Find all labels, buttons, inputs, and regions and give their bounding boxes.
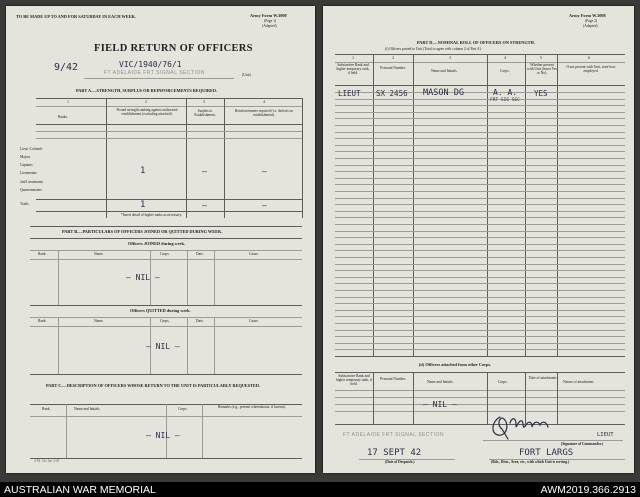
col-divider [66,404,67,458]
col-cause: Cause. [249,319,259,323]
quitted-heading: Officers QUITTED during week. [130,308,191,313]
col-number: 3 [449,56,451,60]
col-number: 3 [203,100,205,104]
rank-quartermasters: Quartermasters [20,188,42,192]
lieutenants-posted: 1 [140,166,146,176]
entry-present: YES [534,89,548,98]
roll-rule [335,224,625,225]
col-divider [224,98,225,218]
part-c-entry: — NIL — [146,431,180,440]
header-personal-number: Personal Number. [380,66,406,70]
col-divider [202,404,203,458]
att-header-nature: Nature of attachment. [563,380,595,384]
roll-rule [335,237,625,238]
entry-rank: LIEUT [338,89,361,98]
rule [30,238,302,239]
col-date: Date. [196,319,204,323]
roll-rule [335,184,625,185]
totals-posted: 1 [140,200,146,210]
part-a-footnote: *Insert detail of higher ranks as necessary. [121,213,182,217]
col-number: 5 [540,56,542,60]
roll-rule [335,198,625,199]
totals-reinforcements: — [262,201,267,210]
rank-2nd-lieutenants: 2nd Lieutenants [20,180,44,184]
rule [335,404,625,405]
dispatch-date: 17 SEPT 42 [367,448,422,458]
header-reinforcements: Reinforcements required (i.e. deficits on establishment). [234,109,294,117]
att-header-date: Date of attachment. [528,376,558,380]
rule [36,138,302,139]
roll-rule [335,257,625,258]
attached-heading: (ii) Officers attached from other Corps. [419,362,492,367]
col-date: Date. [196,252,204,256]
roll-rule [335,138,625,139]
roll-rule [335,231,625,232]
roll-rule [335,297,625,298]
col-name: Name. [94,252,104,256]
roll-rule [335,112,625,113]
rule [30,326,302,327]
joined-entry: — NIL — [126,273,160,282]
signature-rank: LIEUT [597,432,614,438]
roll-rule [335,204,625,205]
roll-rule [335,270,625,271]
roll-rule [335,99,625,100]
roll-rule [335,118,625,119]
roll-rule [335,244,625,245]
top-note: TO BE MADE UP TO AND FOR SATURDAY IN EACH WEEK. [16,14,136,19]
rule [36,199,302,200]
rule [335,85,625,86]
part-b-heading: PART B.—PARTICULARS OF OFFICERS JOINED OR QUITTED DURING WEEK. [62,229,223,234]
rank-majors: Majors [20,155,31,159]
header-corps: Corps. [500,69,510,73]
roll-rule [335,125,625,126]
col-number: 4 [263,100,265,104]
roll-rule [335,283,625,284]
archive-footer [0,482,640,497]
unit-line [84,78,234,79]
col-rank: Rank. [42,407,51,411]
col-number: 1 [352,56,354,60]
col-number: 6 [588,56,590,60]
att-header-corps: Corps. [498,380,508,384]
roll-rule [335,132,625,133]
roll-rule [335,250,625,251]
col-corps: Corps. [160,252,170,256]
header-present: Whether present with Unit (insert Yes or No). [527,63,557,75]
roll-rule [335,343,625,344]
page-label: (Page 1) [264,19,277,23]
col-number: 4 [504,56,506,60]
header-rank: Substantive Rank and higher temporary rank, if held. [336,63,370,75]
rule [36,131,302,132]
col-number: 2 [145,100,147,104]
roll-rule [335,158,625,159]
unit-stamp: FT ADELAIDE FRT SIGNAL SECTION [104,70,205,76]
col-divider [58,250,59,305]
part-d-subheading: (i) Officers posted to Unit (Total to agree with column 2 of Part A). [385,47,482,51]
col-divider [413,372,414,424]
roll-rule [335,336,625,337]
entry-name: MASON DG [423,88,464,98]
part-c-heading: PART C.—DESCRIPTION OF OFFICERS WHOSE RETURN TO THE UNIT IS PARTICULARLY REQUESTED. [46,383,261,388]
rank-lieut-colonels: Lieut.-Colonels [20,147,43,151]
col-corps: Corps. [178,407,188,411]
col-name-initials: Name and Initials. [74,407,101,411]
part-d-heading: PART D.—NOMINAL ROLL OF OFFICERS ON STRENGTH. [417,40,535,45]
rule [30,259,302,260]
entry-corps: A. A. [493,88,518,97]
roll-rule [335,303,625,304]
att-header-rank: Substantive Rank and higher temporary rank, if held. [335,374,373,386]
col-divider [373,372,374,424]
signature-label: (Signature of Commander.) [561,442,604,446]
roll-rule [335,323,625,324]
col-remarks: Remarks (e.g., present whereabouts, if known). [217,405,287,409]
att-header-name: Name and Initials. [427,380,454,384]
rule [335,424,625,425]
col-cause: Cause. [249,252,259,256]
part-a-heading: PART A.—STRENGTH, SURPLUS OR REINFORCEMENTS REQUIRED. [76,88,218,93]
rank-lieutenants: Lieutenants [20,171,37,175]
col-divider [186,98,187,218]
roll-rule [335,145,625,146]
col-divider [187,317,188,374]
roll-rule [335,310,625,311]
roll-rule [335,217,625,218]
adapted-label: (Adapted) [583,24,598,28]
header-posted-strength: Posted strength ranking against authorised establishment (excluding attached). [116,108,178,116]
form-title: FIELD RETURN OF OFFICERS [94,43,253,54]
left-page [6,6,315,473]
header-ranks: Ranks. [58,115,68,119]
lieutenants-reinforcements: — [262,167,267,176]
col-rank: Rank. [38,252,47,256]
roll-rule [335,171,625,172]
unit-label: (Unit) [242,73,251,77]
roll-rule [335,330,625,331]
header-name: Name and Initials. [431,69,458,73]
lieutenants-surplus: — [202,167,207,176]
rule [30,317,302,318]
roll-rule [335,105,625,106]
rule [30,226,302,227]
roll-rule [335,290,625,291]
adapted-label: (Adapted) [262,24,277,28]
location-label: (Bde., Divn., Area, etc., with which Unit is serving.) [491,460,570,464]
header-employment: If not present with Unit, state how employed. [566,65,616,73]
rule [335,372,625,373]
location: FORT LARGS [519,448,574,458]
rule [335,397,625,398]
roll-rule [335,178,625,179]
hand-date: 9/42 [54,62,79,73]
col-divider [214,317,215,374]
archive-name: AUSTRALIAN WAR MEMORIAL [4,484,156,496]
rank-totals: Totals [20,202,29,206]
rule [36,211,302,212]
rank-captains: Captains [20,163,33,167]
unit-stamp: FT ADELAIDE FRT SIGNAL SECTION [343,432,444,438]
entry-corps-note: FRT SIG SEC [490,98,520,103]
totals-surplus: — [202,201,207,210]
part-a-top-rule [36,98,302,99]
rule [335,54,625,55]
roll-rule [335,316,625,317]
attached-entry: — NIL — [423,400,457,409]
col-number: 1 [67,100,69,104]
rule [30,305,302,306]
rule [30,250,302,251]
roll-rule [335,165,625,166]
form-id: Army Form W.3008 [569,13,606,18]
header-surplus: Surplus to Establishment. [194,109,216,117]
rule [36,106,302,107]
roll-rule [335,349,625,350]
att-header-number: Personal Number. [380,377,406,381]
print-code: 4 M. 12s 3m 1/41 [34,459,60,463]
rule [335,356,625,357]
rule [30,458,302,459]
commander-signature [488,411,560,441]
signature-line [483,440,623,441]
col-divider [302,98,303,218]
col-corps: Corps. [160,319,170,323]
col-divider [58,317,59,374]
roll-rule [335,191,625,192]
quitted-entry: — NIL — [146,342,180,351]
roll-rule [335,264,625,265]
rule [335,411,625,412]
entry-number: SX 2456 [376,89,408,98]
form-id: Army Form W.3008 [250,13,287,18]
joined-heading: Officers JOINED during week. [128,241,186,246]
col-divider [214,250,215,305]
col-rank: Rank. [38,319,47,323]
hand-reference: VIC/1940/76/1 [119,60,182,69]
col-name: Name. [94,319,104,323]
rule [335,390,625,391]
roll-rule [335,211,625,212]
roll-rule [335,277,625,278]
page-label: (Page 2) [585,19,598,23]
col-divider [106,98,107,218]
rule [335,62,625,63]
right-page [323,6,634,473]
col-divider [187,250,188,305]
roll-rule [335,151,625,152]
rule [36,124,302,125]
dispatch-label: (Date of Despatch.) [385,460,415,464]
archive-reference: AWM2019.366.2913 [540,484,636,496]
rule [30,374,302,375]
col-number: 2 [392,56,394,60]
